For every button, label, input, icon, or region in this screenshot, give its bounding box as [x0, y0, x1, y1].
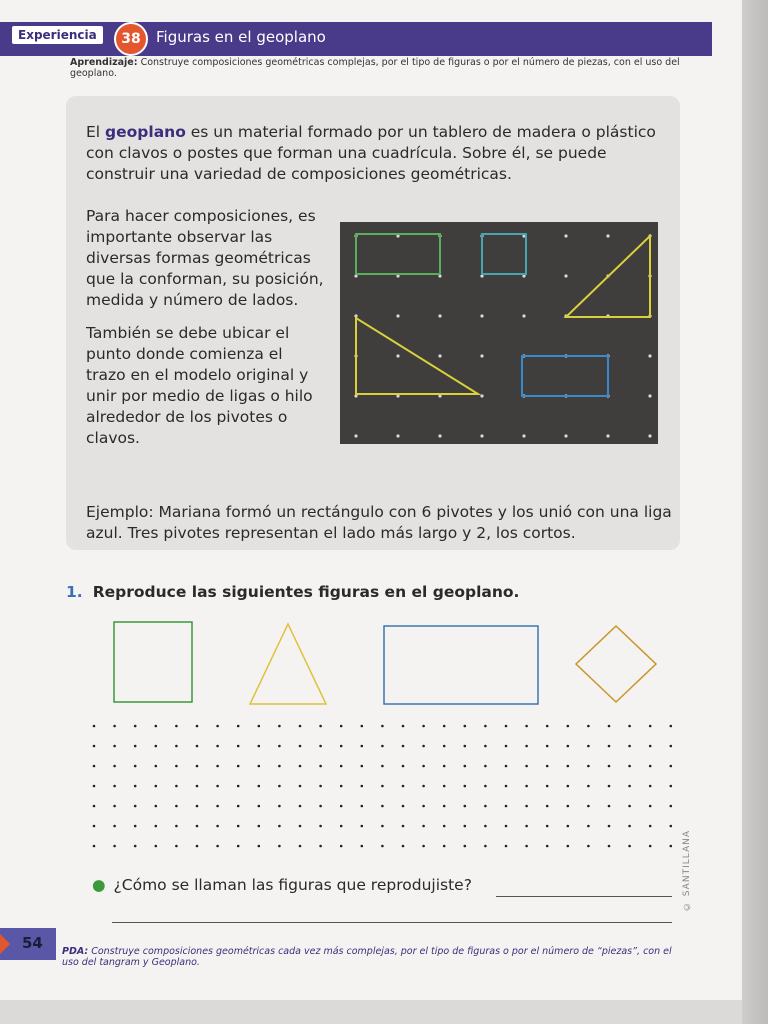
grid-dot[interactable]	[608, 725, 611, 728]
grid-dot[interactable]	[196, 785, 199, 788]
grid-dot[interactable]	[258, 845, 261, 848]
grid-dot[interactable]	[258, 725, 261, 728]
grid-dot[interactable]	[525, 785, 528, 788]
grid-dot[interactable]	[505, 725, 508, 728]
geoboard-yellow-triangle-left	[356, 318, 478, 394]
geoboard-peg	[354, 434, 357, 437]
geoboard-yellow-triangle-top	[566, 236, 650, 317]
geoboard-peg	[480, 434, 483, 437]
learning-goal-text: Construye composiciones geométricas complejas, por el tipo de figuras o por el número de piezas, con el uso del geoplano.	[70, 57, 680, 79]
geoboard-blue-rectangle	[522, 356, 608, 396]
grid-dot[interactable]	[608, 805, 611, 808]
grid-dot[interactable]	[443, 725, 446, 728]
grid-dot[interactable]	[299, 765, 302, 768]
grid-dot[interactable]	[134, 725, 137, 728]
answer-line-2[interactable]	[112, 922, 672, 923]
grid-dot[interactable]	[361, 825, 364, 828]
grid-dot[interactable]	[340, 805, 343, 808]
geoboard-peg	[648, 354, 651, 357]
grid-dot[interactable]	[175, 805, 178, 808]
grid-dot[interactable]	[340, 825, 343, 828]
publisher-mark: © SANTILLANA	[682, 830, 692, 912]
grid-dot[interactable]	[567, 805, 570, 808]
grid-dot[interactable]	[443, 765, 446, 768]
grid-dot[interactable]	[381, 745, 384, 748]
grid-dot[interactable]	[649, 845, 652, 848]
geoboard-cyan-square	[482, 234, 526, 274]
grid-dot[interactable]	[546, 785, 549, 788]
grid-dot[interactable]	[628, 725, 631, 728]
grid-dot[interactable]	[443, 785, 446, 788]
grid-dot[interactable]	[93, 825, 96, 828]
grid-dot[interactable]	[525, 765, 528, 768]
grid-dot[interactable]	[258, 785, 261, 788]
grid-dot[interactable]	[402, 805, 405, 808]
grid-dot[interactable]	[237, 845, 240, 848]
geoboard-peg	[480, 314, 483, 317]
grid-dot[interactable]	[402, 765, 405, 768]
grid-dot[interactable]	[113, 765, 116, 768]
grid-dot[interactable]	[670, 845, 673, 848]
grid-dot[interactable]	[113, 785, 116, 788]
grid-dot[interactable]	[278, 845, 281, 848]
geoboard-photo	[340, 222, 658, 444]
grid-dot[interactable]	[402, 785, 405, 788]
learning-goal-label: Aprendizaje:	[70, 57, 138, 68]
grid-dot[interactable]	[649, 725, 652, 728]
grid-dot[interactable]	[567, 745, 570, 748]
grid-dot[interactable]	[196, 825, 199, 828]
grid-dot[interactable]	[237, 785, 240, 788]
grid-dot[interactable]	[608, 745, 611, 748]
grid-dot[interactable]	[422, 765, 425, 768]
grid-dot[interactable]	[505, 745, 508, 748]
grid-dot[interactable]	[134, 805, 137, 808]
grid-dot[interactable]	[628, 745, 631, 748]
grid-dot[interactable]	[628, 785, 631, 788]
geoboard-illustration	[340, 222, 658, 444]
geoboard-peg	[438, 314, 441, 317]
grid-dot[interactable]	[196, 845, 199, 848]
grid-dot[interactable]	[93, 725, 96, 728]
bullet-question-text: ¿Cómo se llaman las figuras que reprodujiste?	[113, 876, 472, 894]
grid-dot[interactable]	[505, 785, 508, 788]
grid-dot[interactable]	[402, 845, 405, 848]
grid-dot[interactable]	[422, 785, 425, 788]
grid-dot[interactable]	[567, 825, 570, 828]
grid-dot[interactable]	[299, 725, 302, 728]
grid-dot[interactable]	[546, 825, 549, 828]
grid-dot[interactable]	[134, 845, 137, 848]
grid-dot[interactable]	[484, 745, 487, 748]
grid-dot[interactable]	[340, 745, 343, 748]
explanation-column	[86, 206, 326, 461]
footer-arrow-icon	[0, 934, 10, 954]
grid-dot[interactable]	[237, 825, 240, 828]
grid-dot[interactable]	[340, 765, 343, 768]
grid-dot[interactable]	[484, 785, 487, 788]
grid-dot[interactable]	[361, 765, 364, 768]
grid-dot[interactable]	[464, 845, 467, 848]
geoboard-peg	[606, 234, 609, 237]
grid-dot[interactable]	[628, 805, 631, 808]
grid-dot[interactable]	[484, 805, 487, 808]
grid-dot[interactable]	[381, 725, 384, 728]
grid-dot[interactable]	[484, 725, 487, 728]
grid-dot[interactable]	[628, 765, 631, 768]
grid-dot[interactable]	[134, 825, 137, 828]
grid-dot[interactable]	[546, 745, 549, 748]
model-yellow-triangle	[250, 624, 326, 704]
explanation-paragraph-2: También se debe ubicar el punto donde comienza el trazo en el modelo original y unir por medio de ligas o hilo alrededor de los pivotes o clavos.	[86, 324, 313, 447]
grid-dot[interactable]	[278, 785, 281, 788]
grid-dot[interactable]	[567, 845, 570, 848]
geoboard-green-rectangle	[356, 234, 440, 274]
grid-dot[interactable]	[155, 745, 158, 748]
dot-grid[interactable]	[90, 720, 680, 864]
grid-dot[interactable]	[258, 745, 261, 748]
grid-dot[interactable]	[649, 805, 652, 808]
grid-dot[interactable]	[278, 765, 281, 768]
grid-dot[interactable]	[381, 845, 384, 848]
grid-dot[interactable]	[258, 765, 261, 768]
grid-dot[interactable]	[505, 845, 508, 848]
grid-dot[interactable]	[155, 805, 158, 808]
grid-dot[interactable]	[93, 805, 96, 808]
grid-dot[interactable]	[340, 845, 343, 848]
grid-dot[interactable]	[608, 765, 611, 768]
grid-dot[interactable]	[216, 825, 219, 828]
grid-dot[interactable]	[525, 805, 528, 808]
grid-dot[interactable]	[155, 725, 158, 728]
grid-dot[interactable]	[587, 785, 590, 788]
grid-dot[interactable]	[484, 845, 487, 848]
grid-dot[interactable]	[649, 745, 652, 748]
bullet-question	[92, 876, 472, 894]
grid-dot[interactable]	[670, 765, 673, 768]
grid-dot[interactable]	[670, 825, 673, 828]
grid-dot[interactable]	[670, 745, 673, 748]
grid-dot[interactable]	[113, 805, 116, 808]
grid-dot[interactable]	[670, 805, 673, 808]
grid-dot[interactable]	[587, 825, 590, 828]
geoboard-peg	[396, 354, 399, 357]
grid-dot[interactable]	[464, 745, 467, 748]
intro-paragraph	[86, 122, 656, 185]
header-bar	[0, 22, 712, 56]
page-edge	[742, 0, 768, 1024]
grid-dot[interactable]	[484, 765, 487, 768]
grid-dot[interactable]	[237, 805, 240, 808]
grid-dot[interactable]	[237, 765, 240, 768]
grid-dot[interactable]	[237, 725, 240, 728]
intro-rest: es un material formado por un tablero de madera o plástico con clavos o postes que forman una cuadrícula. Sobre él, se puede construir una variedad de composiciones geométricas.	[86, 123, 656, 183]
grid-dot[interactable]	[628, 825, 631, 828]
grid-dot[interactable]	[525, 825, 528, 828]
grid-dot[interactable]	[381, 785, 384, 788]
explanation-paragraph-1: Para hacer composiciones, es importante observar las diversas formas geométricas que la conforman, su posición, medida y número de lados.	[86, 207, 324, 309]
grid-dot[interactable]	[319, 805, 322, 808]
grid-dot[interactable]	[196, 745, 199, 748]
grid-dot[interactable]	[464, 805, 467, 808]
grid-dot[interactable]	[196, 725, 199, 728]
grid-dot[interactable]	[258, 805, 261, 808]
grid-dot[interactable]	[402, 825, 405, 828]
grid-dot[interactable]	[484, 825, 487, 828]
grid-dot[interactable]	[381, 765, 384, 768]
grid-dot[interactable]	[216, 725, 219, 728]
grid-dot[interactable]	[319, 765, 322, 768]
grid-dot[interactable]	[402, 725, 405, 728]
grid-dot[interactable]	[155, 785, 158, 788]
grid-dot[interactable]	[113, 845, 116, 848]
grid-dot[interactable]	[299, 745, 302, 748]
page-title: Figuras en el geoplano	[156, 28, 326, 46]
geoboard-peg	[522, 314, 525, 317]
grid-dot[interactable]	[628, 845, 631, 848]
learning-goal	[70, 57, 680, 79]
grid-dot[interactable]	[113, 725, 116, 728]
page-bottom-edge	[0, 1000, 742, 1024]
geoboard-peg	[522, 434, 525, 437]
question-1	[66, 583, 519, 601]
grid-dot[interactable]	[546, 725, 549, 728]
grid-dot[interactable]	[505, 825, 508, 828]
grid-dot[interactable]	[525, 845, 528, 848]
intro-term: geoplano	[105, 123, 186, 141]
grid-dot[interactable]	[258, 825, 261, 828]
grid-dot[interactable]	[443, 845, 446, 848]
grid-dot[interactable]	[155, 765, 158, 768]
grid-dot[interactable]	[299, 825, 302, 828]
geoboard-peg	[480, 354, 483, 357]
grid-dot[interactable]	[175, 785, 178, 788]
grid-dot[interactable]	[422, 845, 425, 848]
grid-dot[interactable]	[546, 805, 549, 808]
grid-dot[interactable]	[361, 805, 364, 808]
grid-dot[interactable]	[216, 745, 219, 748]
grid-dot[interactable]	[670, 725, 673, 728]
grid-dot[interactable]	[361, 725, 364, 728]
geoboard-peg	[606, 434, 609, 437]
grid-dot[interactable]	[93, 765, 96, 768]
footer-pda	[62, 946, 672, 968]
grid-dot[interactable]	[649, 765, 652, 768]
question-1-text: Reproduce las siguientes figuras en el geoplano.	[92, 583, 520, 601]
grid-dot[interactable]	[670, 785, 673, 788]
grid-dot[interactable]	[587, 845, 590, 848]
grid-dot[interactable]	[299, 805, 302, 808]
grid-dot[interactable]	[134, 745, 137, 748]
bullet-dot: ●	[92, 876, 106, 894]
model-green-square	[114, 622, 192, 702]
grid-dot[interactable]	[422, 725, 425, 728]
grid-dot[interactable]	[381, 805, 384, 808]
answer-line-1[interactable]	[496, 896, 672, 897]
grid-dot[interactable]	[299, 785, 302, 788]
grid-dot[interactable]	[505, 765, 508, 768]
grid-dot[interactable]	[361, 845, 364, 848]
grid-dot[interactable]	[443, 825, 446, 828]
example-paragraph: Ejemplo: Mariana formó un rectángulo con 6 pivotes y los unió con una liga azul. Tres pivotes representan el lado más largo y 2, los cortos.	[86, 503, 672, 542]
pda-text: Construye composiciones geométricas cada vez más complejas, por el tipo de figuras o por el número de “piezas”, con el uso del tangram y Geoplano.	[62, 946, 672, 968]
grid-dot[interactable]	[340, 785, 343, 788]
grid-dot[interactable]	[134, 765, 137, 768]
experience-tag: Experiencia	[12, 26, 103, 44]
grid-dot[interactable]	[422, 825, 425, 828]
grid-dot[interactable]	[319, 745, 322, 748]
grid-dot[interactable]	[340, 725, 343, 728]
grid-dot[interactable]	[216, 785, 219, 788]
grid-dot[interactable]	[93, 745, 96, 748]
geoboard-peg	[564, 434, 567, 437]
grid-dot[interactable]	[278, 805, 281, 808]
grid-dot[interactable]	[567, 725, 570, 728]
grid-dot[interactable]	[278, 825, 281, 828]
geoboard-peg	[564, 274, 567, 277]
grid-dot[interactable]	[278, 745, 281, 748]
geoboard-peg	[438, 354, 441, 357]
geoboard-peg	[396, 434, 399, 437]
grid-dot[interactable]	[567, 785, 570, 788]
grid-dot[interactable]	[422, 745, 425, 748]
dot-grid-svg[interactable]	[90, 720, 680, 860]
grid-dot[interactable]	[237, 745, 240, 748]
grid-dot[interactable]	[464, 785, 467, 788]
grid-dot[interactable]	[443, 745, 446, 748]
grid-dot[interactable]	[196, 805, 199, 808]
model-orange-rhombus	[576, 626, 656, 702]
geoboard-peg	[648, 394, 651, 397]
grid-dot[interactable]	[216, 765, 219, 768]
experience-number: 38	[114, 22, 148, 56]
question-1-number: 1.	[66, 583, 83, 601]
grid-dot[interactable]	[649, 785, 652, 788]
grid-dot[interactable]	[649, 825, 652, 828]
grid-dot[interactable]	[546, 845, 549, 848]
grid-dot[interactable]	[505, 805, 508, 808]
grid-dot[interactable]	[155, 825, 158, 828]
grid-dot[interactable]	[319, 725, 322, 728]
grid-dot[interactable]	[319, 785, 322, 788]
intro-prefix: El	[86, 123, 106, 141]
grid-dot[interactable]	[196, 765, 199, 768]
grid-dot[interactable]	[216, 805, 219, 808]
grid-dot[interactable]	[175, 725, 178, 728]
geoboard-peg	[396, 314, 399, 317]
grid-dot[interactable]	[422, 805, 425, 808]
grid-dot[interactable]	[319, 825, 322, 828]
grid-dot[interactable]	[587, 805, 590, 808]
model-shapes	[100, 612, 680, 716]
grid-dot[interactable]	[402, 745, 405, 748]
grid-dot[interactable]	[464, 725, 467, 728]
grid-dot[interactable]	[546, 765, 549, 768]
grid-dot[interactable]	[464, 825, 467, 828]
grid-dot[interactable]	[319, 845, 322, 848]
grid-dot[interactable]	[361, 785, 364, 788]
grid-dot[interactable]	[299, 845, 302, 848]
grid-dot[interactable]	[93, 785, 96, 788]
grid-dot[interactable]	[175, 845, 178, 848]
grid-dot[interactable]	[567, 765, 570, 768]
model-blue-rectangle	[384, 626, 538, 704]
grid-dot[interactable]	[278, 725, 281, 728]
model-shapes-svg	[100, 612, 680, 712]
grid-dot[interactable]	[587, 745, 590, 748]
grid-dot[interactable]	[175, 825, 178, 828]
grid-dot[interactable]	[608, 825, 611, 828]
geoboard-peg	[564, 234, 567, 237]
grid-dot[interactable]	[608, 785, 611, 788]
geoboard-peg	[648, 434, 651, 437]
grid-dot[interactable]	[608, 845, 611, 848]
geoboard-peg	[438, 434, 441, 437]
grid-dot[interactable]	[113, 825, 116, 828]
grid-dot[interactable]	[587, 765, 590, 768]
grid-dot[interactable]	[155, 845, 158, 848]
grid-dot[interactable]	[361, 745, 364, 748]
grid-dot[interactable]	[381, 825, 384, 828]
grid-dot[interactable]	[525, 725, 528, 728]
grid-dot[interactable]	[93, 845, 96, 848]
grid-dot[interactable]	[216, 845, 219, 848]
grid-dot[interactable]	[175, 745, 178, 748]
grid-dot[interactable]	[525, 745, 528, 748]
grid-dot[interactable]	[443, 805, 446, 808]
grid-dot[interactable]	[587, 725, 590, 728]
grid-dot[interactable]	[464, 765, 467, 768]
page-number: 54	[22, 934, 43, 952]
pda-label: PDA:	[62, 946, 89, 957]
grid-dot[interactable]	[113, 745, 116, 748]
grid-dot[interactable]	[175, 765, 178, 768]
grid-dot[interactable]	[134, 785, 137, 788]
